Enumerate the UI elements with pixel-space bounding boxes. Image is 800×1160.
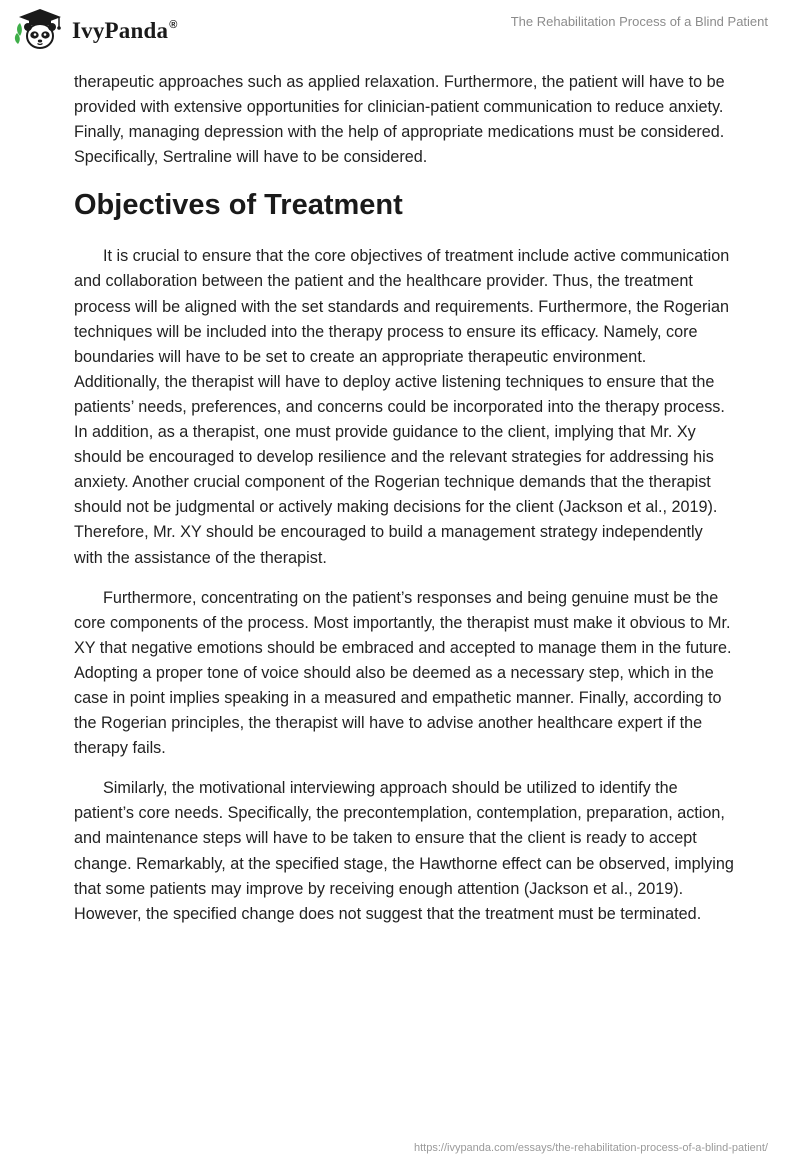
body-paragraph: Similarly, the motivational interviewing approach should be utilized to identify the patient’s core needs. Specifically, the precontemplation, contemplation, preparation, action, and maintenance steps will have to be taken to ensure that the client is ready to accept change. Remarkably, at the specified stage, the Hawthorne effect can be observed, implying that some patients may improve by receiving enough attention (Jackson et al., 2019). However, the specified change does not suggest that the treatment must be terminated.	[74, 779, 734, 923]
document-title: The Rehabilitation Process of a Blind Patient	[510, 14, 768, 29]
ivypanda-logo[interactable]	[14, 8, 178, 52]
brand-name: IvyPanda®	[72, 18, 178, 43]
panda-graduation-cap-icon	[14, 8, 66, 52]
essay-content	[74, 70, 734, 927]
body-paragraph: Furthermore, concentrating on the patient’s responses and being genuine must be the core components of the process. Most importantly, the therapist must make it obvious to Mr. XY that negative emotions should be embraced and accepted to manage them in the future. Adopting a proper tone of voice should also be deemed as a necessary step, which in the case in point implies speaking in a measured and empathetic manner. Finally, according to the Rogerian principles, the therapist will have to advise another healthcare expert if the therapy fails.	[74, 588, 732, 758]
section-heading: Objectives of Treatment	[74, 189, 403, 222]
intro-paragraph: therapeutic approaches such as applied relaxation. Furthermore, the patient will have to be provided with extensive opportunities for clinician-patient communication to reduce anxiety. Finally, managing depression with the help of appropriate medications must be considered. Specifically, Sertraline will have to be considered.	[74, 73, 725, 167]
page-header	[0, 0, 800, 60]
source-url[interactable]: https://ivypanda.com/essays/the-rehabilitation-process-of-a-blind-patient/	[413, 1142, 768, 1154]
body-paragraph: It is crucial to ensure that the core objectives of treatment include active communication and collaboration between the patient and the healthcare provider. Thus, the treatment process will be aligned with the set standards and requirements. Furthermore, the Rogerian techniques will be included into the therapy process to ensure its efficacy. Namely, core boundaries will have to be set to create an appropriate therapeutic environment. Additionally, the therapist will have to deploy active listening techniques to ensure that the patients’ needs, preferences, and concerns could be incorporated into the therapy process. In addition, as a therapist, one must provide guidance to the client, implying that Mr. Xy should be encouraged to develop resilience and the relevant strategies for addressing his anxiety. Another crucial component of the Rogerian technique demands that the therapist should not be judgmental or actively making decisions for the client (Jackson et al., 2019). Therefore, Mr. XY should be encouraged to build a management strategy independently with the assistance of the therapist.	[74, 247, 730, 567]
